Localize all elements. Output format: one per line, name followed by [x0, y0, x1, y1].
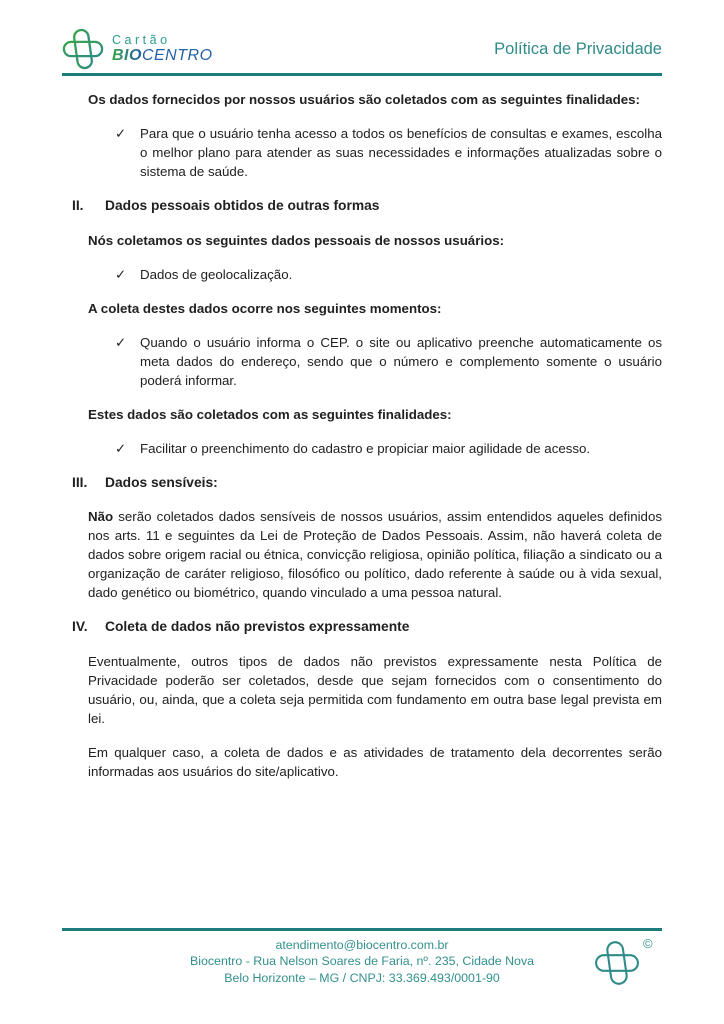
brand-centro: CENTRO: [141, 46, 213, 64]
footer-email: atendimento@biocentro.com.br: [275, 938, 449, 952]
bullet-item: [115, 124, 662, 181]
bullet-text: Dados de geolocalização.: [140, 266, 293, 282]
section-heading-iv: [62, 617, 662, 637]
cross-clover-icon: [62, 26, 104, 72]
footer-address-line1: Biocentro - Rua Nelson Soares de Faria, nº. 235, Cidade Nova: [189, 954, 535, 969]
check-icon: ✓: [115, 440, 127, 456]
page-title: Política de Privacidade: [494, 40, 662, 58]
paragraph-lead-bold: Não: [88, 509, 114, 525]
paragraph-text: serão coletados dados sensíveis de nossos usuários, assim entendidos aqueles definidos nos arts. 11 e seguintes da Lei de Proteção de Dados Pessoais. Assim, não haverá coleta de dados sobre origem racial ou étnica, convicção religiosa, opinião política, filiação a sindicato ou a organização de caráter religioso, filosófico ou político, dado referente à saúde ou à vida sexual, dado genético ou biométrico, quando vinculado a uma pessoa natural.: [88, 509, 662, 601]
brand-biocentro: [112, 47, 213, 65]
header-rule: [62, 73, 662, 76]
footer-address-line2: Belo Horizonte – MG / CNPJ: 33.369.493/0001-90: [224, 970, 500, 985]
paragraph: Nós coletamos os seguintes dados pessoais de nossos usuários:: [88, 232, 505, 248]
footer-rule: [62, 928, 662, 931]
check-icon: ✓: [115, 126, 127, 141]
paragraph: Os dados fornecidos por nossos usuários são coletados com as seguintes finalidades:: [88, 92, 640, 107]
bullet-item: [115, 265, 662, 284]
section-heading-iii: [62, 473, 662, 493]
paragraph: Estes dados são coletados com as seguintes finalidades:: [88, 406, 452, 422]
footer-contact: [62, 937, 662, 986]
section-title: Dados sensíveis:: [105, 474, 218, 490]
section-title: Coleta de dados não previstos expressamente: [105, 619, 410, 635]
footer-cross-clover-icon: [594, 938, 640, 993]
bullet-text: Facilitar o preenchimento do cadastro e propiciar maior agilidade de acesso.: [140, 440, 591, 456]
bullet-item: [115, 439, 662, 458]
brand-text: [112, 33, 213, 66]
copyright-icon: ©: [643, 936, 653, 951]
check-icon: ✓: [115, 334, 127, 350]
document-body: [62, 90, 662, 796]
bullet-item: [115, 333, 662, 390]
biocentro-logo: [62, 26, 213, 72]
bullet-text: Para que o usuário tenha acesso a todos os benefícios de consultas e exames, escolha o melhor plano para atender as suas necessidades e informações atualizadas sobre o sistema de saúde.: [140, 126, 662, 179]
section-numeral: II.: [72, 198, 84, 213]
section-numeral: III.: [72, 474, 88, 490]
paragraph: [88, 507, 662, 602]
section-heading-ii: [62, 196, 662, 216]
section-title: Dados pessoais obtidos de outras formas: [105, 198, 380, 213]
bullet-text: Quando o usuário informa o CEP. o site ou aplicativo preenche automaticamente os meta dados do endereço, sendo que o número e complemento somente o usuário poderá informar.: [140, 334, 662, 388]
paragraph: Eventualmente, outros tipos de dados não previstos expressamente nesta Política de Privacidade poderão ser coletados, desde que sejam fornecidos com o consentimento do usuário, ou, ainda, que a coleta seja permitida com fundamento em outra base legal prevista em lei.: [88, 654, 662, 727]
brand-cartao: Cartão: [112, 32, 171, 47]
paragraph: Em qualquer caso, a coleta de dados e as atividades de tratamento dela decorrentes serão informadas aos usuários do site/aplicativo.: [88, 745, 662, 780]
brand-bio: BIO: [112, 46, 142, 64]
section-numeral: IV.: [72, 619, 88, 635]
check-icon: ✓: [115, 266, 127, 282]
paragraph: A coleta destes dados ocorre nos seguintes momentos:: [88, 300, 442, 316]
